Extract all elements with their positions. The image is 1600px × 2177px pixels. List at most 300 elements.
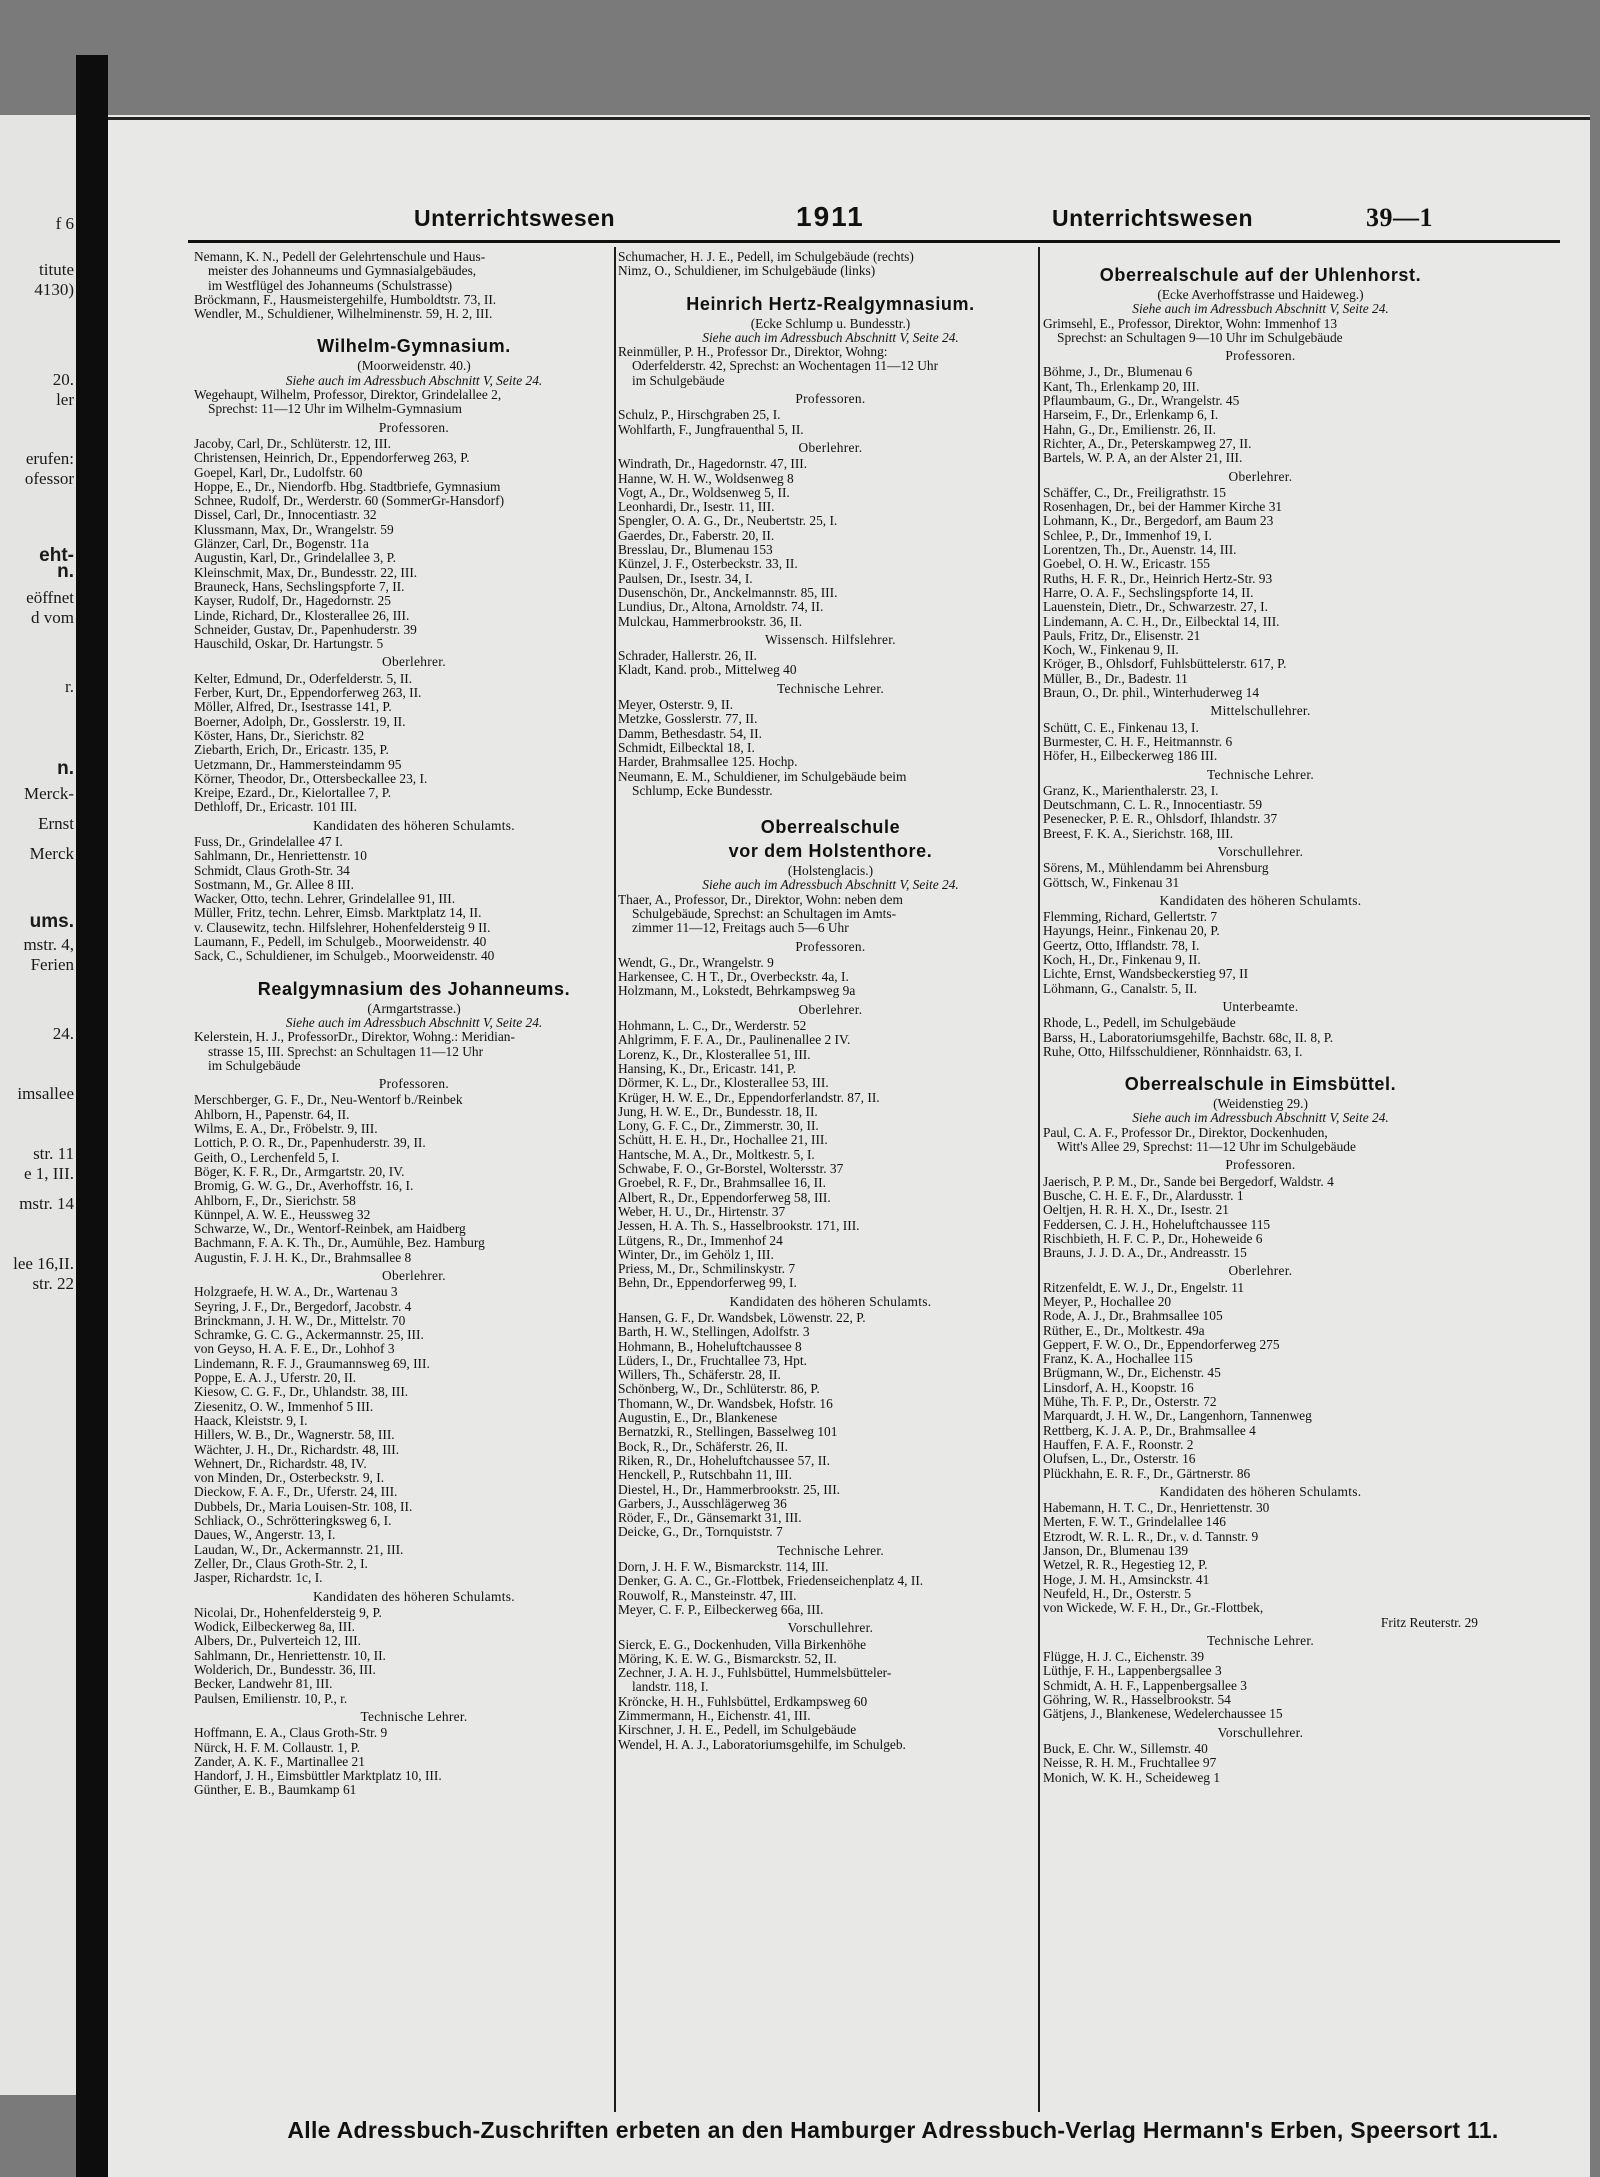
entry-line: Boerner, Adolph, Dr., Gosslerstr. 19, II. [194, 714, 406, 729]
previous-page-fragment: eöffnet [26, 588, 74, 607]
previous-page-fragment: Ernst [38, 814, 74, 833]
staff-category-heading: Professoren. [378, 419, 450, 435]
previous-page-fragment: eht- [39, 545, 74, 566]
entry-line: Etzrodt, W. R. L. R., Dr., v. d. Tannstr. 9 [1043, 1529, 1259, 1544]
entry-line: Lauenstein, Dietr., Dr., Schwarzestr. 27, I. [1043, 600, 1268, 615]
entry-line: Becker, Landwehr 81, III. [194, 1677, 333, 1692]
entry-line: Glänzer, Carl, Dr., Bogenstr. 11a [194, 537, 369, 552]
entry-line: Lottich, P. O. R., Dr., Papenhuderstr. 39, II. [194, 1136, 426, 1151]
previous-page-fragment: 24. [52, 1024, 74, 1043]
entry-continuation: Oderfelderstr. 42, Sprechst: an Wochentagen 11—12 Uhr [632, 359, 939, 374]
previous-page-fragment: n. [57, 561, 74, 582]
entry-line: Richter, A., Dr., Peterskampweg 27, II. [1043, 436, 1252, 451]
entry-line: Windrath, Dr., Hagedornstr. 47, III. [618, 457, 808, 472]
entry-line: Pauls, Fritz, Dr., Elisenstr. 21 [1043, 628, 1201, 643]
entry-line: Lütgens, R., Dr., Immenhof 24 [618, 1233, 783, 1248]
entry-line: Oeltjen, H. R. H. X., Dr., Isestr. 21 [1043, 1203, 1229, 1218]
entry-line: Bresslau, Dr., Blumenau 153 [618, 543, 773, 558]
entry-line: Barth, H. W., Stellingen, Adolfstr. 3 [618, 1325, 810, 1340]
entry-line: Seyring, J. F., Dr., Bergedorf, Jacobstr. 4 [194, 1299, 412, 1314]
entry-line: Wendel, H. A. J., Laboratoriumsgehilfe, im Schulgeb. [618, 1737, 906, 1752]
entry-line: Priess, M., Dr., Schmilinskystr. 7 [618, 1262, 796, 1277]
entry-line: Schwabe, F. O., Gr-Borstel, Woltersstr. 37 [618, 1162, 844, 1177]
school-address: (Ecke Averhoffstrasse und Haideweg.) [1157, 287, 1364, 302]
entry-line: Kelter, Edmund, Dr., Oderfelderstr. 5, II. [194, 671, 413, 686]
entry-line: Damm, Bethesdastr. 54, II. [618, 726, 762, 741]
entry-line: Rüther, E., Dr., Moltkestr. 49a [1043, 1323, 1205, 1338]
school-heading: Heinrich Hertz-Realgymnasium. [686, 293, 975, 314]
entry-line: Neufeld, H., Dr., Osterstr. 5 [1043, 1586, 1192, 1601]
previous-page-fragment: d vom [31, 608, 74, 627]
entry-line: v. Clausewitz, techn. Hilfslehrer, Hohenfeldersteig 9 II. [194, 920, 491, 935]
entry-line: Albert, R., Dr., Eppendorferweg 58, III. [618, 1190, 831, 1205]
entry-line: Sahlmann, Dr., Henriettenstr. 10, II. [194, 1648, 386, 1663]
entry-line: Jaerisch, P. P. M., Dr., Sande bei Bergedorf, Waldstr. 4 [1043, 1174, 1334, 1189]
entry-line: Rhode, L., Pedell, im Schulgebäude [1043, 1016, 1236, 1031]
entry-line: Krüger, H. W. E., Dr., Eppendorferlandstr. 87, II. [618, 1090, 880, 1105]
entry-line: Kröncke, H. H., Fuhlsbüttel, Erdkampsweg 60 [618, 1694, 868, 1709]
header-year: 1911 [796, 201, 865, 232]
entry-line: Brauns, J. J. D. A., Dr., Andreasstr. 15 [1043, 1246, 1247, 1261]
entry-line: Lüders, I., Dr., Fruchtallee 73, Hpt. [618, 1353, 807, 1368]
previous-page-fragment: e 1, III. [23, 1164, 74, 1183]
entry-line: Kreipe, Ezard., Dr., Kielortallee 7, P. [194, 786, 392, 801]
entry-line: Löhmann, G., Canalstr. 5, II. [1043, 981, 1197, 996]
running-header [108, 201, 1590, 245]
entry-line: Augustin, E., Dr., Blankenese [618, 1411, 778, 1426]
entry-line: Feddersen, C. J. H., Hoheluftchaussee 115 [1043, 1217, 1271, 1232]
entry-line: Wohlfarth, F., Jungfrauenthal 5, II. [618, 422, 804, 437]
entry-line: Hohmann, B., Hoheluftchaussee 8 [618, 1339, 802, 1354]
entry-line: Wodick, Eilbeckerweg 8a, III. [194, 1620, 356, 1635]
entry-line: Bartels, W. P. A, an der Alster 21, III. [1043, 451, 1243, 466]
school-heading: Oberrealschule [760, 817, 901, 838]
entry-line: Thomann, W., Dr. Wandsbek, Hofstr. 16 [618, 1396, 833, 1411]
page-footer: Alle Adressbuch-Zuschriften erbeten an den Hamburger Adressbuch-Verlag Hermann's Erben, Speersort 11. [287, 2117, 1499, 2143]
entry-line: Schnee, Rudolf, Dr., Werderstr. 60 (SommerGr-Hansdorf) [194, 494, 505, 509]
entry-line: Brinckmann, J. H. W., Dr., Mittelstr. 70 [194, 1313, 406, 1328]
entry-line: Nemann, K. N., Pedell der Gelehrtenschule und Haus- [194, 250, 486, 264]
entry-line: Haack, Kleiststr. 9, I. [194, 1413, 308, 1428]
entry-line: Albers, Dr., Pulverteich 12, III. [194, 1634, 361, 1649]
entry-line: Nimz, O., Schuldiener, im Schulgebäude (links) [618, 264, 876, 279]
column-divider [1038, 247, 1040, 2112]
entry-line: Linsdorf, A. H., Koopstr. 16 [1043, 1380, 1194, 1395]
entry-line: Garbers, J., Ausschlägerweg 36 [618, 1496, 787, 1511]
entry-line: Schmidt, Claus Groth-Str. 34 [194, 863, 350, 878]
entry-line: Ahlgrimm, F. F. A., Dr., Paulinenallee 2 IV. [618, 1033, 851, 1048]
cross-reference-note: Siehe auch im Adressbuch Abschnitt V, Seite 24. [702, 877, 959, 893]
entry-line: Meyer, C. F. P., Eilbeckerweg 66a, III. [618, 1602, 824, 1617]
staff-category-heading: Technische Lehrer. [1206, 766, 1315, 782]
entry-line: Koch, H., Dr., Finkenau 9, II. [1043, 953, 1201, 968]
school-heading: Wilhelm-Gymnasium. [317, 336, 511, 357]
entry-line: Daues, W., Angerstr. 13, I. [194, 1528, 336, 1543]
entry-line: Wilms, E. A., Dr., Fröbelstr. 9, III. [194, 1122, 378, 1137]
entry-line: Fuss, Dr., Grindelallee 47 I. [194, 834, 343, 849]
entry-line: Jessen, H. A. Th. S., Hasselbrookstr. 171, III. [618, 1219, 860, 1234]
entry-line: Hayungs, Heinr., Finkenau 20, P. [1043, 924, 1220, 939]
staff-category-heading: Oberlehrer. [798, 1001, 863, 1017]
entry-line: Kayser, Rudolf, Dr., Hagedornstr. 25 [194, 594, 391, 609]
entry-line: Barss, H., Laboratoriumsgehilfe, Bachstr. 68c, II. 8, P. [1043, 1030, 1334, 1045]
entry-line: Merten, F. W. T., Grindelallee 146 [1043, 1515, 1226, 1530]
entry-line: Müller, B., Dr., Badestr. 11 [1043, 671, 1188, 686]
header-left-title: Unterrichtswesen [414, 205, 616, 231]
entry-line: Zechner, J. A. H. J., Fuhlsbüttel, Hummelsbütteler- [618, 1666, 892, 1681]
entry-line: Lichte, Ernst, Wandsbeckerstieg 97, II [1043, 967, 1249, 982]
entry-line: Henckell, P., Rutschbahn 11, III. [618, 1468, 792, 1483]
entry-line: Kladt, Kand. prob., Mittelweg 40 [618, 663, 797, 678]
entry-line: Möller, Alfred, Dr., Isestrasse 141, P. [194, 700, 392, 715]
entry-line: Geppert, F. W. O., Dr., Eppendorferweg 275 [1043, 1337, 1280, 1352]
staff-category-heading: Professoren. [795, 391, 866, 407]
entry-line: Hohmann, L. C., Dr., Werderstr. 52 [618, 1019, 807, 1034]
entry-continuation: Schulgebäude, Sprechst: an Schultagen im Amts- [632, 906, 897, 921]
entry-line: Hantsche, M. A., Dr., Moltkestr. 5, I. [618, 1147, 815, 1162]
entry-line: Monich, W. K. H., Scheideweg 1 [1043, 1770, 1221, 1785]
entry-line: von Wickede, W. F. H., Dr., Gr.-Flottbek, [1043, 1601, 1264, 1616]
staff-category-heading: Unterbeamte. [1222, 998, 1299, 1014]
entry-line: Grimsehl, E., Professor, Direktor, Wohn: Immenhof 13 [1043, 316, 1338, 331]
entry-line: Uetzmann, Dr., Hammersteindamm 95 [194, 757, 402, 772]
school-address: (Holstenglacis.) [787, 863, 874, 879]
page-number: 39—1 [1366, 203, 1433, 232]
entry-line: Diestel, H., Dr., Hammerbrookstr. 25, III. [618, 1482, 841, 1497]
staff-category-heading: Kandidaten des höheren Schulamts. [313, 1588, 515, 1604]
cross-reference-note: Siehe auch im Adressbuch Abschnitt V, Seite 24. [702, 329, 959, 345]
staff-category-heading: Professoren. [378, 1076, 450, 1092]
entry-line: Handorf, J. H., Eimsbüttler Marktplatz 10, III. [194, 1769, 442, 1784]
entry-line: Kirschner, J. H. E., Pedell, im Schulgebäude [618, 1723, 857, 1738]
entry-line: von Geyso, H. A. F. E., Dr., Lohhof 3 [194, 1342, 395, 1357]
entry-line: Höfer, H., Eilbeckerweg 186 III. [1043, 749, 1218, 764]
entry-line: Augustin, Karl, Dr., Grindelallee 3, P. [194, 551, 396, 566]
entry-line: Böger, K. F. R., Dr., Armgartstr. 20, IV. [194, 1164, 405, 1179]
entry-line: Laudan, W., Dr., Ackermannstr. 21, III. [194, 1542, 404, 1557]
entry-continuation: Sprechst: 11—12 Uhr im Wilhelm-Gymnasium [208, 402, 462, 417]
entry-line: Geertz, Otto, Ifflandstr. 78, I. [1043, 938, 1200, 953]
header-right-title: Unterrichtswesen [1052, 205, 1254, 231]
entry-line: Christensen, Heinrich, Dr., Eppendorferweg 263, P. [194, 451, 470, 466]
entry-line: Wegehaupt, Wilhelm, Professor, Direktor, Grindelallee 2, [194, 388, 502, 403]
entry-line: Zimmermann, H., Eichenstr. 41, III. [618, 1709, 811, 1724]
entry-line: Jung, H. W. E., Dr., Bundesstr. 18, II. [618, 1104, 818, 1119]
school-heading: Realgymnasium des Johanneums. [257, 978, 571, 999]
spacer [618, 798, 1043, 802]
entry-line: Wächter, J. H., Dr., Richardstr. 48, III. [194, 1442, 400, 1457]
entry-line: Lüthje, F. H., Lappenbergsallee 3 [1043, 1664, 1222, 1679]
entry-line: Kelerstein, H. J., ProfessorDr., Direktor, Wohng.: Meridian- [194, 1030, 515, 1045]
entry-line: Marquardt, J. H. W., Dr., Langenhorn, Tannenweg [1043, 1409, 1312, 1424]
entry-line: Göttsch, W., Finkenau 31 [1043, 875, 1180, 890]
entry-line: Dusenschön, Dr., Anckelmannstr. 85, III. [618, 585, 838, 600]
entry-line: Hansen, G. F., Dr. Wandsbek, Löwenstr. 22, P. [618, 1311, 866, 1325]
entry-line: Spengler, O. A. G., Dr., Neubertstr. 25, I. [618, 514, 838, 529]
entry-line: Granz, K., Marienthalerstr. 23, I. [1043, 783, 1219, 798]
entry-line: Lundius, Dr., Altona, Arnoldstr. 74, II. [618, 600, 824, 615]
entry-line: Wendt, G., Dr., Wrangelstr. 9 [618, 955, 774, 970]
entry-line: Brügmann, W., Dr., Eichenstr. 45 [1043, 1366, 1221, 1381]
previous-page-fragment: ums. [29, 911, 74, 932]
cross-reference-note: Siehe auch im Adressbuch Abschnitt V, Seite 24. [285, 372, 543, 388]
entry-line: Deicke, G., Dr., Tornquiststr. 7 [618, 1525, 783, 1540]
entry-line: Dubbels, Dr., Maria Louisen-Str. 108, II. [194, 1499, 413, 1514]
entry-line: Linde, Richard, Dr., Klosterallee 26, III. [194, 608, 410, 623]
school-heading: Oberrealschule auf der Uhlenhorst. [1099, 265, 1422, 285]
entry-line: Merschberger, G. F., Dr., Neu-Wentorf b./Reinbek [194, 1093, 463, 1108]
entry-line: Weber, H. U., Dr., Hirtenstr. 37 [618, 1204, 786, 1219]
entry-line: Schmidt, Eilbecktal 18, I. [618, 740, 755, 755]
entry-line: Schliack, O., Schrötteringksweg 6, I. [194, 1514, 392, 1529]
entry-line: Dorn, J. H. F. W., Bismarckstr. 114, III. [618, 1560, 829, 1575]
staff-category-heading: Oberlehrer. [798, 439, 863, 455]
staff-category-heading: Oberlehrer. [382, 1268, 446, 1283]
entry-line: Schneider, Gustav, Dr., Papenhuderstr. 39 [194, 622, 417, 637]
entry-continuation: Fritz Reuterstr. 29 [1380, 1615, 1478, 1630]
entry-line: Hillers, W. B., Dr., Wagnerstr. 58, III. [194, 1428, 395, 1443]
entry-line: Schwarze, W., Dr., Wentorf-Reinbek, am Haidberg [194, 1222, 466, 1237]
entry-line: Hahn, G., Dr., Emilienstr. 26, II. [1043, 422, 1216, 437]
staff-category-heading: Vorschullehrer. [1217, 1724, 1304, 1740]
entry-line: Breest, F. K. A., Sierichstr. 168, III. [1043, 826, 1234, 841]
entry-line: Schäffer, C., Dr., Freiligrathstr. 15 [1043, 485, 1226, 500]
entry-line: Rosenhagen, Dr., bei der Hammer Kirche 31 [1043, 500, 1283, 515]
entry-line: Hansing, K., Dr., Ericastr. 141, P. [618, 1061, 797, 1076]
entry-line: Leonhardi, Dr., Isestr. 11, III. [618, 500, 775, 515]
staff-category-heading: Oberlehrer. [382, 654, 446, 670]
entry-line: Künnpel, A. W. E., Heussweg 32 [194, 1207, 371, 1222]
entry-continuation: Sprechst: an Schultagen 9—10 Uhr im Schulgebäude [1057, 330, 1343, 345]
entry-line: Schmidt, A. H. F., Lappenbergsallee 3 [1043, 1678, 1247, 1693]
staff-category-heading: Professoren. [795, 938, 866, 954]
previous-page-fragment: lee 16,II. [13, 1254, 74, 1273]
entry-line: Wetzel, R. R., Hegestieg 12, P. [1043, 1558, 1208, 1573]
entry-line: Laumann, F., Pedell, im Schulgeb., Moorweidenstr. 40 [194, 935, 487, 950]
entry-line: Burmester, C. H. F., Heitmannstr. 6 [1043, 734, 1233, 749]
entry-line: Paulsen, Dr., Isestr. 34, I. [618, 571, 753, 586]
entry-line: Flemming, Richard, Gellertstr. 7 [1043, 910, 1218, 925]
entry-line: Schramke, G. C. G., Ackermannstr. 25, III. [194, 1328, 424, 1343]
entry-line: Jasper, Richardstr. 1c, I. [194, 1571, 323, 1586]
entry-line: von Minden, Dr., Osterbeckstr. 9, I. [194, 1471, 385, 1486]
entry-line: Hanne, W. H. W., Woldsenweg 8 [618, 471, 794, 486]
entry-line: Olufsen, L., Dr., Osterstr. 16 [1043, 1452, 1196, 1467]
entry-line: Mühe, Th. F. P., Dr., Osterstr. 72 [1043, 1395, 1217, 1410]
entry-line: Ziebarth, Erich, Dr., Ericastr. 135, P. [194, 743, 389, 758]
entry-line: Mulckau, Hammerbrookstr. 36, II. [618, 614, 803, 629]
entry-line: Schütt, H. E. H., Dr., Hochallee 21, III. [618, 1133, 828, 1148]
staff-category-heading: Kandidaten des höheren Schulamts. [313, 817, 515, 833]
staff-category-heading: Technische Lehrer. [1206, 1632, 1315, 1648]
staff-category-heading: Professoren. [1225, 1157, 1296, 1173]
entry-line: Lony, G. F. C., Dr., Zimmerstr. 30, II. [618, 1119, 819, 1134]
entry-line: Schumacher, H. J. E., Pedell, im Schulgebäude (rechts) [618, 250, 914, 264]
entry-line: Wolderich, Dr., Bundesstr. 36, III. [194, 1663, 376, 1678]
entry-line: Müller, Fritz, techn. Lehrer, Eimsb. Marktplatz 14, II. [194, 906, 482, 921]
entry-line: Sostmann, M., Gr. Allee 8 III. [194, 877, 354, 892]
previous-page-fragment: erufen: [25, 449, 74, 468]
entry-line: Braun, O., Dr. phil., Winterhuderweg 14 [1043, 686, 1260, 701]
school-address: (Ecke Schlump u. Bundesstr.) [750, 315, 911, 331]
entry-line: Busche, C. H. E. F., Dr., Alardusstr. 1 [1043, 1188, 1244, 1203]
entry-line: Köster, Hans, Dr., Sierichstr. 82 [194, 728, 365, 743]
entry-line: Röder, F., Dr., Gänsemarkt 31, III. [618, 1511, 802, 1526]
previous-page-fragment: Merck [29, 844, 74, 863]
entry-line: Schütt, C. E., Finkenau 13, I. [1043, 720, 1199, 735]
school-address: (Weidenstieg 29.) [1213, 1096, 1308, 1112]
entry-continuation: meister des Johanneums und Gymnasialgebäudes, [208, 264, 477, 279]
entry-line: Klussmann, Max, Dr., Wrangelstr. 59 [194, 522, 394, 537]
entry-line: Paul, C. A. F., Professor Dr., Direktor, Dockenhuden, [1043, 1125, 1328, 1140]
entry-line: Harder, Brahmsallee 125. Hochp. [618, 755, 798, 770]
entry-line: Flügge, H. J. C., Eichenstr. 39 [1043, 1650, 1205, 1665]
entry-line: Schönberg, W., Dr., Schlüterstr. 86, P. [618, 1382, 820, 1397]
entry-line: Neisse, R. H. M., Fruchtallee 97 [1043, 1756, 1217, 1771]
entry-line: Koch, W., Finkenau 9, II. [1043, 643, 1179, 658]
entry-line: Deutschmann, C. L. R., Innocentiastr. 59 [1043, 798, 1263, 813]
previous-page-fragment: n. [57, 758, 74, 779]
entry-line: Schulz, P., Hirschgraben 25, I. [618, 408, 781, 423]
entry-line: Lindemann, A. C. H., Dr., Eilbecktal 14, III. [1043, 614, 1280, 629]
entry-line: Lorenz, K., Dr., Klosterallee 51, III. [618, 1047, 811, 1062]
column-2 [618, 250, 1043, 1752]
staff-category-heading: Oberlehrer. [1228, 1263, 1293, 1279]
previous-page-fragment: 20. [52, 370, 74, 389]
previous-page-fragment: mstr. 14 [19, 1194, 74, 1213]
staff-category-heading: Professoren. [1225, 348, 1296, 364]
previous-page-fragment: mstr. 4, [23, 935, 74, 954]
entry-line: Franz, K. A., Hochallee 115 [1043, 1352, 1193, 1367]
entry-line: Ferber, Kurt, Dr., Eppendorferweg 263, II. [194, 686, 422, 701]
entry-line: Kleinschmit, Max, Dr., Bundesstr. 22, III. [194, 565, 418, 580]
page-top-edge [108, 117, 1590, 120]
staff-category-heading: Technische Lehrer. [776, 680, 885, 696]
entry-line: Geith, O., Lerchenfeld 5, I. [194, 1150, 340, 1165]
entry-line: Ahlborn, H., Papenstr. 64, II. [194, 1107, 350, 1122]
entry-line: Sierck, E. G., Dockenhuden, Villa Birkenhöhe [618, 1637, 867, 1652]
entry-line: Rettberg, K. J. A. P., Dr., Brahmsallee 4 [1043, 1423, 1256, 1438]
previous-page-fragment: r. [65, 677, 74, 696]
entry-line: Gätjens, J., Blankenese, Wedelerchaussee 15 [1043, 1707, 1283, 1722]
entry-line: Rischbieth, H. F. C. P., Dr., Hoheweide 6 [1043, 1231, 1263, 1246]
staff-category-heading: Mittelschullehrer. [1210, 703, 1311, 719]
entry-line: Kiesow, C. G. F., Dr., Uhlandstr. 38, III. [194, 1385, 409, 1400]
entry-line: Kröger, B., Ohlsdorf, Fuhlsbüttelerstr. 617, P. [1043, 657, 1287, 672]
entry-line: Schrader, Hallerstr. 26, II. [618, 649, 757, 664]
staff-category-heading: Vorschullehrer. [1217, 843, 1304, 859]
cross-reference-note: Siehe auch im Adressbuch Abschnitt V, Seite 24. [285, 1014, 543, 1030]
entry-line: Zander, A. K. F., Martinallee 21 [194, 1754, 365, 1769]
entry-line: Bromig, G. W. G., Dr., Averhoffstr. 16, I. [194, 1179, 414, 1194]
entry-continuation: Schlump, Ecke Bundesstr. [632, 783, 773, 798]
entry-line: Ritzenfeldt, E. W. J., Dr., Engelstr. 11 [1043, 1280, 1245, 1295]
entry-continuation: im Schulgebäude [632, 373, 725, 388]
school-address: (Armgartstrasse.) [367, 1000, 461, 1016]
entry-line: Riken, R., Dr., Hoheluftchaussee 57, II. [618, 1453, 830, 1468]
entry-line: Günther, E. B., Baumkamp 61 [194, 1783, 357, 1798]
entry-continuation: Witt's Allee 29, Sprechst: 11—12 Uhr im Schulgebäude [1057, 1140, 1356, 1155]
entry-line: Hauffen, F. A. F., Roonstr. 2 [1043, 1437, 1194, 1452]
entry-line: Buck, E. Chr. W., Sillemstr. 40 [1043, 1741, 1208, 1756]
entry-line: Augustin, F. J. H. K., Dr., Brahmsallee 8 [194, 1250, 412, 1265]
entry-line: Dissel, Carl, Dr., Innocentiastr. 32 [194, 508, 377, 523]
column-divider [614, 247, 616, 2112]
entry-continuation: strasse 15, III. Sprechst: an Schultagen 11—12 Uhr [208, 1044, 484, 1059]
entry-line: Bernatzki, R., Stellingen, Basselweg 101 [618, 1425, 838, 1440]
entry-line: Reinmüller, P. H., Professor Dr., Direktor, Wohng: [618, 345, 888, 360]
previous-page-fragment: ler [56, 390, 74, 409]
entry-line: Goepel, Karl, Dr., Ludolfstr. 60 [194, 465, 363, 480]
entry-line: Habemann, H. T. C., Dr., Henriettenstr. 30 [1043, 1501, 1270, 1516]
entry-line: Lindemann, R. F. J., Graumannsweg 69, III. [194, 1356, 430, 1371]
entry-line: Wehnert, Dr., Richardstr. 48, IV. [194, 1456, 367, 1471]
entry-line: Wacker, Otto, techn. Lehrer, Grindelallee 91, III. [194, 892, 456, 907]
entry-line: Gaerdes, Dr., Faberstr. 20, II. [618, 528, 775, 543]
entry-continuation: landstr. 118, I. [632, 1680, 709, 1695]
previous-page-fragment: f 6 [55, 214, 74, 233]
previous-page-fragment: imsallee [17, 1084, 74, 1103]
entry-line: Janson, Dr., Blumenau 139 [1043, 1544, 1189, 1559]
entry-line: Vogt, A., Dr., Woldsenweg 5, II. [618, 485, 790, 500]
column-3 [1043, 250, 1478, 1785]
entry-line: Göhring, W. R., Hasselbrookstr. 54 [1043, 1693, 1231, 1708]
entry-line: Behn, Dr., Eppendorferweg 99, I. [618, 1276, 797, 1291]
entry-continuation: im Schulgebäude [208, 1058, 301, 1073]
entry-line: Goebel, O. H. W., Ericastr. 155 [1043, 557, 1210, 572]
entry-line: Bröckmann, F., Hausmeistergehilfe, Humboldtstr. 73, II. [194, 292, 497, 307]
entry-line: Thaer, A., Professor, Dr., Direktor, Wohn: neben dem [618, 892, 903, 907]
entry-line: Möring, K. E. W. G., Bismarckstr. 52, II. [618, 1651, 837, 1666]
entry-continuation: im Westflügel des Johanneums (Schulstrasse) [208, 278, 453, 293]
entry-line: Groebel, R. F., Dr., Brahmsallee 16, II. [618, 1176, 826, 1191]
entry-line: Sack, C., Schuldiener, im Schulgeb., Moorweidenstr. 40 [194, 949, 495, 964]
staff-category-heading: Kandidaten des höheren Schulamts. [729, 1293, 932, 1309]
school-address: (Moorweidenstr. 40.) [357, 358, 471, 374]
entry-line: Neumann, E. M., Schuldiener, im Schulgebäude beim [618, 769, 907, 784]
previous-page-fragment: titute [39, 260, 74, 279]
entry-line: Pesenecker, P. E. R., Ohlsdorf, Ihlandstr. 37 [1043, 812, 1278, 827]
staff-category-heading: Wissensch. Hilfslehrer. [765, 631, 896, 647]
entry-line: Ahlborn, F., Dr., Sierichstr. 58 [194, 1193, 356, 1208]
binding-shadow [76, 55, 108, 2177]
entry-line: Meyer, P., Hochallee 20 [1043, 1295, 1172, 1309]
entry-line: Harkensee, C. H T., Dr., Overbeckstr. 4a, I. [618, 970, 849, 985]
previous-page-edge [0, 115, 76, 2095]
entry-line: Holzmann, M., Lokstedt, Behrkampsweg 9a [618, 984, 856, 999]
entry-line: Willers, Th., Schäferstr. 28, II. [618, 1368, 781, 1383]
previous-page-fragment: Merck- [23, 784, 74, 803]
entry-line: Nicolai, Dr., Hohenfeldersteig 9, P. [194, 1605, 382, 1620]
entry-line: Sörens, M., Mühlendamm bei Ahrensburg [1043, 861, 1269, 876]
entry-line: Lorentzen, Th., Dr., Auenstr. 14, III. [1043, 543, 1237, 558]
previous-page-fragment: Ferien [30, 955, 74, 974]
school-heading: Oberrealschule in Eimsbüttel. [1124, 1074, 1397, 1095]
previous-page-fragment: str. 11 [33, 1144, 74, 1163]
cross-reference-note: Siehe auch im Adressbuch Abschnitt V, Seite 24. [1132, 1110, 1389, 1126]
entry-line: Lohmann, K., Dr., Bergedorf, am Baum 23 [1043, 514, 1274, 529]
entry-line: Ruths, H. F. R., Dr., Heinrich Hertz-Str. 93 [1043, 571, 1273, 586]
entry-line: Brauneck, Hans, Sechslingspforte 7, II. [194, 579, 405, 594]
entry-line: Nürck, H. F. M. Collaustr. 1, P. [194, 1740, 360, 1755]
entry-line: Winter, Dr., im Gehölz 1, III. [618, 1247, 774, 1262]
entry-line: Ziesenitz, O. W., Immenhof 5 III. [194, 1399, 374, 1414]
entry-line: Dethloff, Dr., Ericastr. 101 III. [194, 800, 358, 815]
staff-category-heading: Technische Lehrer. [776, 1542, 885, 1558]
entry-line: Bachmann, F. A. K. Th., Dr., Aumühle, Bez. Hamburg [194, 1236, 485, 1251]
entry-line: Hoffmann, E. A., Claus Groth-Str. 9 [194, 1726, 388, 1741]
entry-line: Paulsen, Emilienstr. 10, P., r. [194, 1691, 348, 1706]
